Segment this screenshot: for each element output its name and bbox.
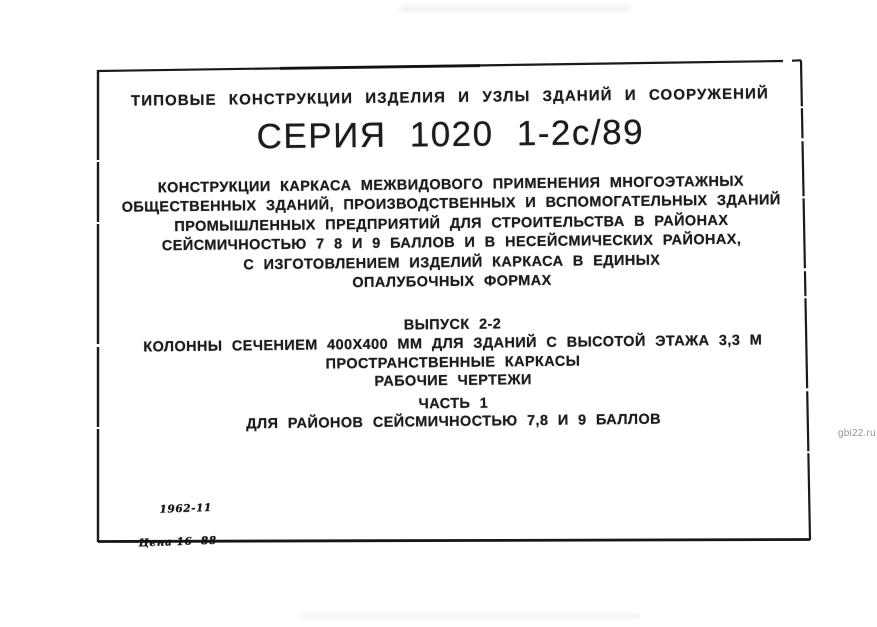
description-line-1: КОНСТРУКЦИИ КАРКАСА МЕЖВИДОВОГО ПРИМЕНЕНИЯ МНОГОЭТАЖНЫХ [157,173,745,197]
issue-line-2: ПРОСТРАНСТВЕННЫЕ КАРКАСЫ [325,353,581,373]
description-block [97,172,806,296]
issue-line-1: КОЛОННЫ СЕЧЕНИЕМ 400Х400 ММ ДЛЯ ЗДАНИЙ С ВЫСОТОЙ ЭТАЖА 3,3 М [143,332,763,356]
description-line-6: ОПАЛУБОЧНЫХ ФОРМАХ [352,272,552,292]
stamp-line-1: 1962-11 [159,501,213,516]
description-line-2: ОБЩЕСТВЕННЫХ ЗДАНИЙ, ПРОИЗВОДСТВЕННЫХ И ВСПОМОГАТЕЛЬНЫХ ЗДАНИЙ [121,192,781,217]
issue-line-3: РАБОЧИЕ ЧЕРТЕЖИ [374,372,532,391]
series-title: СЕРИЯ 1020 1-2с/89 [256,112,645,157]
issue-title: ВЫПУСК 2-2 [403,316,502,334]
title-block [96,56,810,554]
document-header: ТИПОВЫЕ КОНСТРУКЦИИ ИЗДЕЛИЯ И УЗЛЫ ЗДАНИЙ И СООРУЖЕНИЙ [130,85,769,110]
scan-artifact-top [400,6,630,11]
description-line-5: С ИЗГОТОВЛЕНИЕМ ИЗДЕЛИЙ КАРКАСА В ЕДИНЫХ [243,252,661,273]
scan-artifact-bottom [300,614,640,618]
description-line-3: ПРОМЫШЛЕННЫХ ПРЕДПРИЯТИЙ ДЛЯ СТРОИТЕЛЬСТВА В РАЙОНАХ [174,212,729,235]
price-stamp [136,481,217,572]
watermark: gbi22.ru [838,428,876,439]
description-line-4: СЕЙСМИЧНОСТЬЮ 7 8 И 9 БАЛЛОВ И В НЕСЕЙСМИЧЕСКИХ РАЙОНАХ, [161,231,742,255]
stamp-line-2: Цена 16 88 [138,534,217,550]
issue-block [98,312,807,395]
part-block [99,392,807,435]
part-line: ДЛЯ РАЙОНОВ СЕЙСМИЧНОСТЬЮ 7,8 И 9 БАЛЛОВ [246,411,662,432]
part-title: ЧАСТЬ 1 [418,395,489,413]
